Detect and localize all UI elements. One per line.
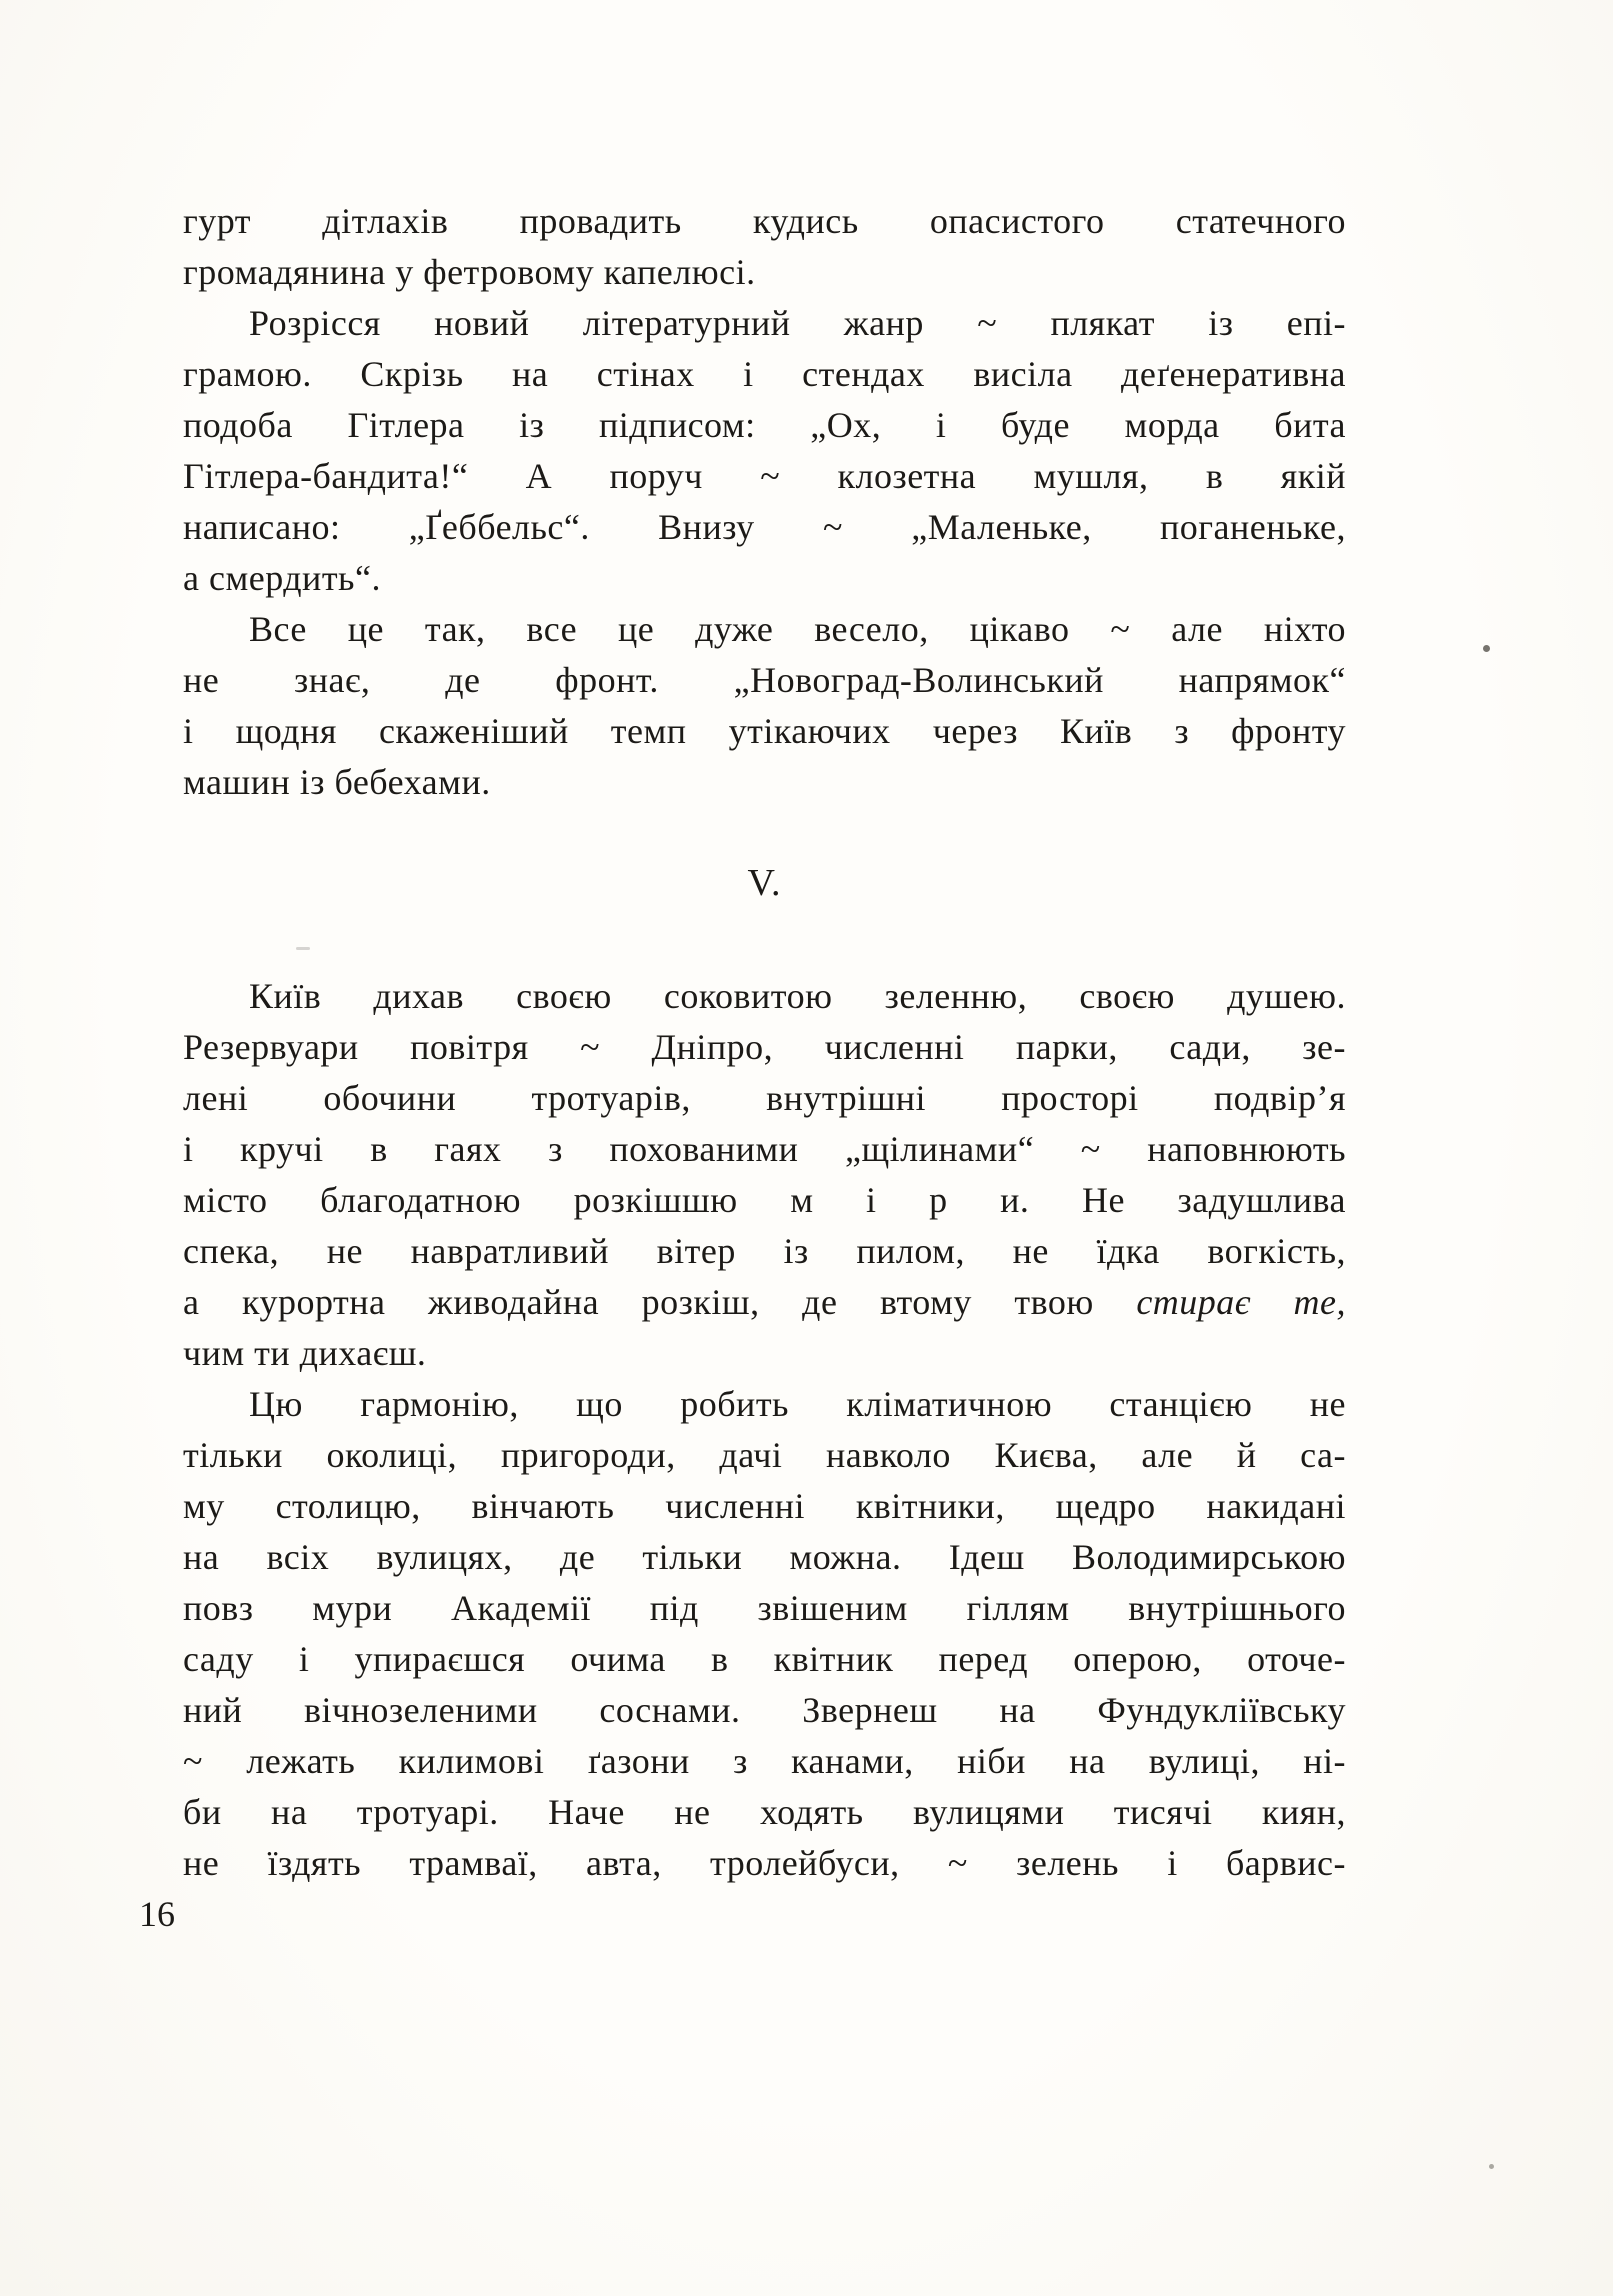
text-segment: саду і упираєшся очима в квітник перед оперою, оточе-: [183, 1639, 1346, 1679]
text-segment: му столицю, вінчають численні квітники, щедро накидані: [183, 1486, 1346, 1526]
page-number: 16: [139, 1894, 175, 1934]
text-line: [183, 655, 1346, 706]
text-line: [183, 349, 1346, 400]
text-line: [183, 1481, 1346, 1532]
text-line: [183, 247, 1346, 298]
text-line: [183, 1430, 1346, 1481]
text-line: [183, 1175, 1346, 1226]
scan-speck: [1483, 645, 1490, 652]
text-segment: тільки околиці, пригороди, дачі навколо Києва, але й са-: [183, 1435, 1346, 1475]
text-line: [183, 1277, 1346, 1328]
text-segment: спека, не навратливий вітер із пилом, не їдка вогкість,: [183, 1231, 1346, 1271]
text-line: [183, 1634, 1346, 1685]
text-segment: лені обочини тротуарів, внутрішні просторі подвір’я: [183, 1078, 1346, 1118]
text-segment: Гітлера-бандита!“ А поруч ~ клозетна мушля, в якій: [183, 456, 1346, 496]
text-segment: повз мури Академії під звішеним гіллям внутрішнього: [183, 1588, 1346, 1628]
text-segment: подоба Гітлера із підписом: „Ох, і буде морда бита: [183, 405, 1346, 445]
paragraph: [183, 604, 1346, 808]
text-line: [183, 604, 1346, 655]
text-line: [183, 400, 1346, 451]
text-block: [183, 196, 1346, 1889]
text-line: [183, 298, 1346, 349]
text-line: [183, 451, 1346, 502]
text-segment: ний вічнозеленими соснами. Звернеш на Фундукліївську: [183, 1690, 1346, 1730]
text-line: [183, 502, 1346, 553]
text-segment: місто благодатною розкішшю м і р и. Не задушлива: [183, 1180, 1346, 1220]
scan-speck: [1489, 2164, 1494, 2169]
text-segment: і щодня скаженіший темп утікаючих через Київ з фронту: [183, 711, 1346, 751]
text-segment: а смердить“.: [183, 558, 381, 598]
text-line: [183, 1124, 1346, 1175]
text-line: [183, 553, 1346, 604]
text-segment: Цю гармонію, що робить кліматичною станцією не: [249, 1384, 1346, 1424]
text-segment: Розрісся новий літературний жанр ~ плякат із епі-: [249, 303, 1346, 343]
text-line: [183, 1379, 1346, 1430]
text-segment: не їздять трамваї, авта, тролейбуси, ~ зелень і барвис-: [183, 1843, 1346, 1883]
text-line: [183, 1736, 1346, 1787]
text-segment: Все це так, все це дуже весело, цікаво ~ але ніхто: [249, 609, 1346, 649]
text-line: [183, 1532, 1346, 1583]
text-segment: грамою. Скрізь на стінах і стендах висіла деґенеративна: [183, 354, 1346, 394]
section-heading: V.: [747, 862, 782, 904]
text-segment: Київ дихав своєю соковитою зеленню, своєю душею.: [249, 976, 1346, 1016]
text-segment: громадянина у фетровому капелюсі.: [183, 252, 756, 292]
paragraph: [183, 971, 1346, 1379]
scan-speck: [296, 947, 310, 950]
text-line: [183, 1787, 1346, 1838]
text-line: [183, 1328, 1346, 1379]
text-segment: Резервуари повітря ~ Дніпро, численні парки, сади, зе-: [183, 1027, 1346, 1067]
text-line: [183, 757, 1346, 808]
text-line: [183, 196, 1346, 247]
text-segment: на всіх вулицях, де тільки можна. Ідеш Володимирською: [183, 1537, 1346, 1577]
text-line: [183, 1583, 1346, 1634]
text-line: [183, 1022, 1346, 1073]
text-segment: і кручі в гаях з похованими „щілинами“ ~ наповнюють: [183, 1129, 1346, 1169]
paragraph: [183, 1379, 1346, 1889]
paragraph: [183, 196, 1346, 298]
text-line: [183, 1226, 1346, 1277]
text-segment: ~ лежать килимові ґазони з канами, ніби на вулиці, ні-: [183, 1741, 1346, 1781]
text-segment: чим ти дихаєш.: [183, 1333, 427, 1373]
text-line: [183, 1685, 1346, 1736]
text-line: [183, 706, 1346, 757]
text-segment: гурт дітлахів провадить кудись опасистого статечного: [183, 201, 1346, 241]
emphasized-text: стирає те,: [1136, 1282, 1346, 1322]
text-line: [183, 1073, 1346, 1124]
text-segment: машин із бебехами.: [183, 762, 491, 802]
text-segment: написано: „Ґеббельс“. Внизу ~ „Маленьке, поганеньке,: [183, 507, 1346, 547]
text-segment: би на тротуарі. Наче не ходять вулицями тисячі киян,: [183, 1792, 1346, 1832]
text-line: [183, 971, 1346, 1022]
text-segment: не знає, де фронт. „Новоград-Волинський напрямок“: [183, 660, 1346, 700]
paragraph: [183, 298, 1346, 604]
text-segment: а курортна живодайна розкіш, де втому твою: [183, 1282, 1137, 1322]
text-line: [183, 1838, 1346, 1889]
